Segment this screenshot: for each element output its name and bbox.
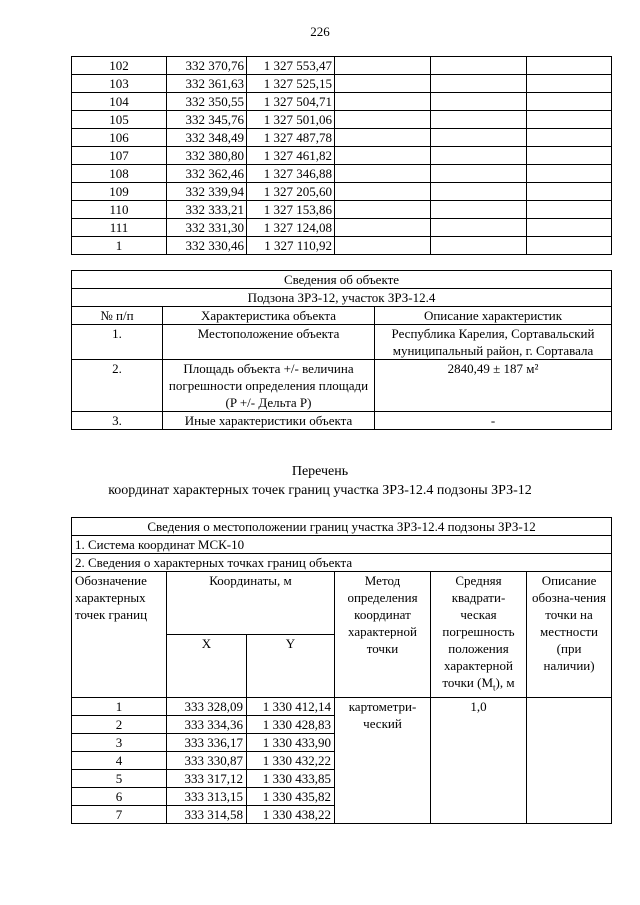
object-info-title: Сведения об объекте — [72, 271, 612, 289]
point-number: 1 — [72, 697, 167, 715]
x-coordinate: 333 314,58 — [167, 805, 247, 823]
empty-cell — [527, 183, 612, 201]
y-coordinate: 1 327 124,08 — [247, 219, 335, 237]
table-row — [72, 237, 612, 255]
empty-cell — [527, 57, 612, 75]
empty-cell — [527, 111, 612, 129]
list-heading-subtitle: координат характерных точек границ участка ЗРЗ-12.4 подзоны ЗРЗ-12 — [108, 483, 532, 498]
coordinates-continuation-table — [71, 56, 612, 255]
y-coordinate: 1 327 553,47 — [247, 57, 335, 75]
empty-cell — [431, 129, 527, 147]
coordinate-system: 1. Система координат МСК-10 — [72, 536, 612, 554]
empty-cell — [527, 129, 612, 147]
table-row — [72, 219, 612, 237]
boundary-table-title: Сведения о местоположении границ участка ЗРЗ-12.4 подзоны ЗРЗ-12 — [72, 518, 612, 536]
y-coordinate: 1 330 432,22 — [247, 751, 335, 769]
col-error-header: Средняя квадрати-ческая погрешность положения характерной точки $(M_t)$, м — [431, 572, 527, 698]
point-number: 108 — [72, 165, 167, 183]
empty-cell — [335, 57, 431, 75]
empty-cell — [431, 75, 527, 93]
x-coordinate: 333 334,36 — [167, 715, 247, 733]
table-row — [72, 165, 612, 183]
x-coordinate: 333 313,15 — [167, 787, 247, 805]
empty-cell — [431, 111, 527, 129]
table-row — [72, 57, 612, 75]
empty-cell — [527, 75, 612, 93]
y-coordinate: 1 327 205,60 — [247, 183, 335, 201]
x-coordinate: 332 380,80 — [167, 147, 247, 165]
point-number: 106 — [72, 129, 167, 147]
empty-cell — [527, 93, 612, 111]
empty-cell — [431, 165, 527, 183]
empty-cell — [431, 147, 527, 165]
x-coordinate: 332 333,21 — [167, 201, 247, 219]
x-coordinate: 333 328,09 — [167, 697, 247, 715]
object-info-subtitle: Подзона ЗРЗ-12, участок ЗРЗ-12.4 — [72, 289, 612, 307]
col-y-header: Y — [247, 634, 335, 697]
col-description-header: Описание обозна-чения точки на местности (при наличии) — [527, 572, 612, 698]
point-number: 5 — [72, 769, 167, 787]
point-number: 1 — [72, 237, 167, 255]
col-coords-header: Координаты, м — [167, 572, 335, 635]
point-number: 102 — [72, 57, 167, 75]
x-coordinate: 332 348,49 — [167, 129, 247, 147]
row-num: 3. — [72, 412, 163, 430]
empty-cell — [335, 75, 431, 93]
page-number: 226 — [310, 24, 330, 39]
y-coordinate: 1 330 438,22 — [247, 805, 335, 823]
y-coordinate: 1 327 504,71 — [247, 93, 335, 111]
empty-cell — [335, 201, 431, 219]
empty-cell — [431, 57, 527, 75]
col-char-header: Характеристика объекта — [163, 307, 375, 325]
y-coordinate: 1 330 433,85 — [247, 769, 335, 787]
point-number: 4 — [72, 751, 167, 769]
x-coordinate: 333 330,87 — [167, 751, 247, 769]
point-number: 6 — [72, 787, 167, 805]
row-char: Местоположение объекта — [163, 325, 375, 360]
y-coordinate: 1 327 110,92 — [247, 237, 335, 255]
method-cell: картометри-ческий — [335, 697, 431, 823]
empty-cell — [335, 147, 431, 165]
empty-cell — [527, 201, 612, 219]
x-coordinate: 332 370,76 — [167, 57, 247, 75]
empty-cell — [335, 237, 431, 255]
row-desc: Республика Карелия, Сортавальский муниципальный район, г. Сортавала — [375, 325, 612, 360]
table-row — [72, 129, 612, 147]
empty-cell — [431, 237, 527, 255]
y-coordinate: 1 327 461,82 — [247, 147, 335, 165]
row-num: 1. — [72, 325, 163, 360]
empty-cell — [335, 129, 431, 147]
point-number: 3 — [72, 733, 167, 751]
point-number: 7 — [72, 805, 167, 823]
boundary-points-table — [71, 517, 612, 824]
point-number: 107 — [72, 147, 167, 165]
empty-cell — [527, 237, 612, 255]
table-row — [72, 183, 612, 201]
point-number: 2 — [72, 715, 167, 733]
col-x-header: X — [167, 634, 247, 697]
empty-cell — [335, 111, 431, 129]
table-row — [72, 147, 612, 165]
y-coordinate: 1 327 501,06 — [247, 111, 335, 129]
empty-cell — [431, 201, 527, 219]
y-coordinate: 1 327 525,15 — [247, 75, 335, 93]
point-number: 103 — [72, 75, 167, 93]
error-cell: 1,0 — [431, 697, 527, 823]
y-coordinate: 1 327 346,88 — [247, 165, 335, 183]
x-coordinate: 332 330,46 — [167, 237, 247, 255]
empty-cell — [335, 165, 431, 183]
col-designation-header: Обозначение характерных точек границ — [72, 572, 167, 698]
y-coordinate: 1 330 435,82 — [247, 787, 335, 805]
x-coordinate: 333 336,17 — [167, 733, 247, 751]
x-coordinate: 332 339,94 — [167, 183, 247, 201]
y-coordinate: 1 330 433,90 — [247, 733, 335, 751]
empty-cell — [527, 147, 612, 165]
empty-cell — [431, 183, 527, 201]
point-number: 104 — [72, 93, 167, 111]
row-char: Площадь объекта +/- величина погрешности определения площади (P +/- Дельта P) — [163, 360, 375, 412]
row-char: Иные характеристики объекта — [163, 412, 375, 430]
empty-cell — [335, 219, 431, 237]
table-row — [72, 201, 612, 219]
empty-cell — [335, 183, 431, 201]
col-desc-header: Описание характеристик — [375, 307, 612, 325]
empty-cell — [431, 93, 527, 111]
object-info-table — [71, 270, 612, 430]
point-number: 111 — [72, 219, 167, 237]
x-coordinate: 332 362,46 — [167, 165, 247, 183]
table-row — [72, 93, 612, 111]
x-coordinate: 332 331,30 — [167, 219, 247, 237]
row-desc: 2840,49 ± 187 м² — [375, 360, 612, 412]
row-num: 2. — [72, 360, 163, 412]
table-row — [72, 697, 612, 715]
x-coordinate: 333 317,12 — [167, 769, 247, 787]
point-number: 109 — [72, 183, 167, 201]
x-coordinate: 332 345,76 — [167, 111, 247, 129]
empty-cell — [335, 93, 431, 111]
x-coordinate: 332 350,55 — [167, 93, 247, 111]
x-coordinate: 332 361,63 — [167, 75, 247, 93]
empty-cell — [431, 219, 527, 237]
row-desc: - — [375, 412, 612, 430]
table-row — [72, 75, 612, 93]
empty-cell — [527, 165, 612, 183]
table-row — [72, 111, 612, 129]
y-coordinate: 1 327 153,86 — [247, 201, 335, 219]
description-cell — [527, 697, 612, 823]
col-num-header: № п/п — [72, 307, 163, 325]
point-number: 110 — [72, 201, 167, 219]
empty-cell — [527, 219, 612, 237]
list-heading-title: Перечень — [291, 464, 349, 479]
col-method-header: Метод определения координат характерной точки — [335, 572, 431, 698]
y-coordinate: 1 327 487,78 — [247, 129, 335, 147]
point-number: 105 — [72, 111, 167, 129]
points-title: 2. Сведения о характерных точках границ объекта — [72, 554, 612, 572]
y-coordinate: 1 330 428,83 — [247, 715, 335, 733]
y-coordinate: 1 330 412,14 — [247, 697, 335, 715]
